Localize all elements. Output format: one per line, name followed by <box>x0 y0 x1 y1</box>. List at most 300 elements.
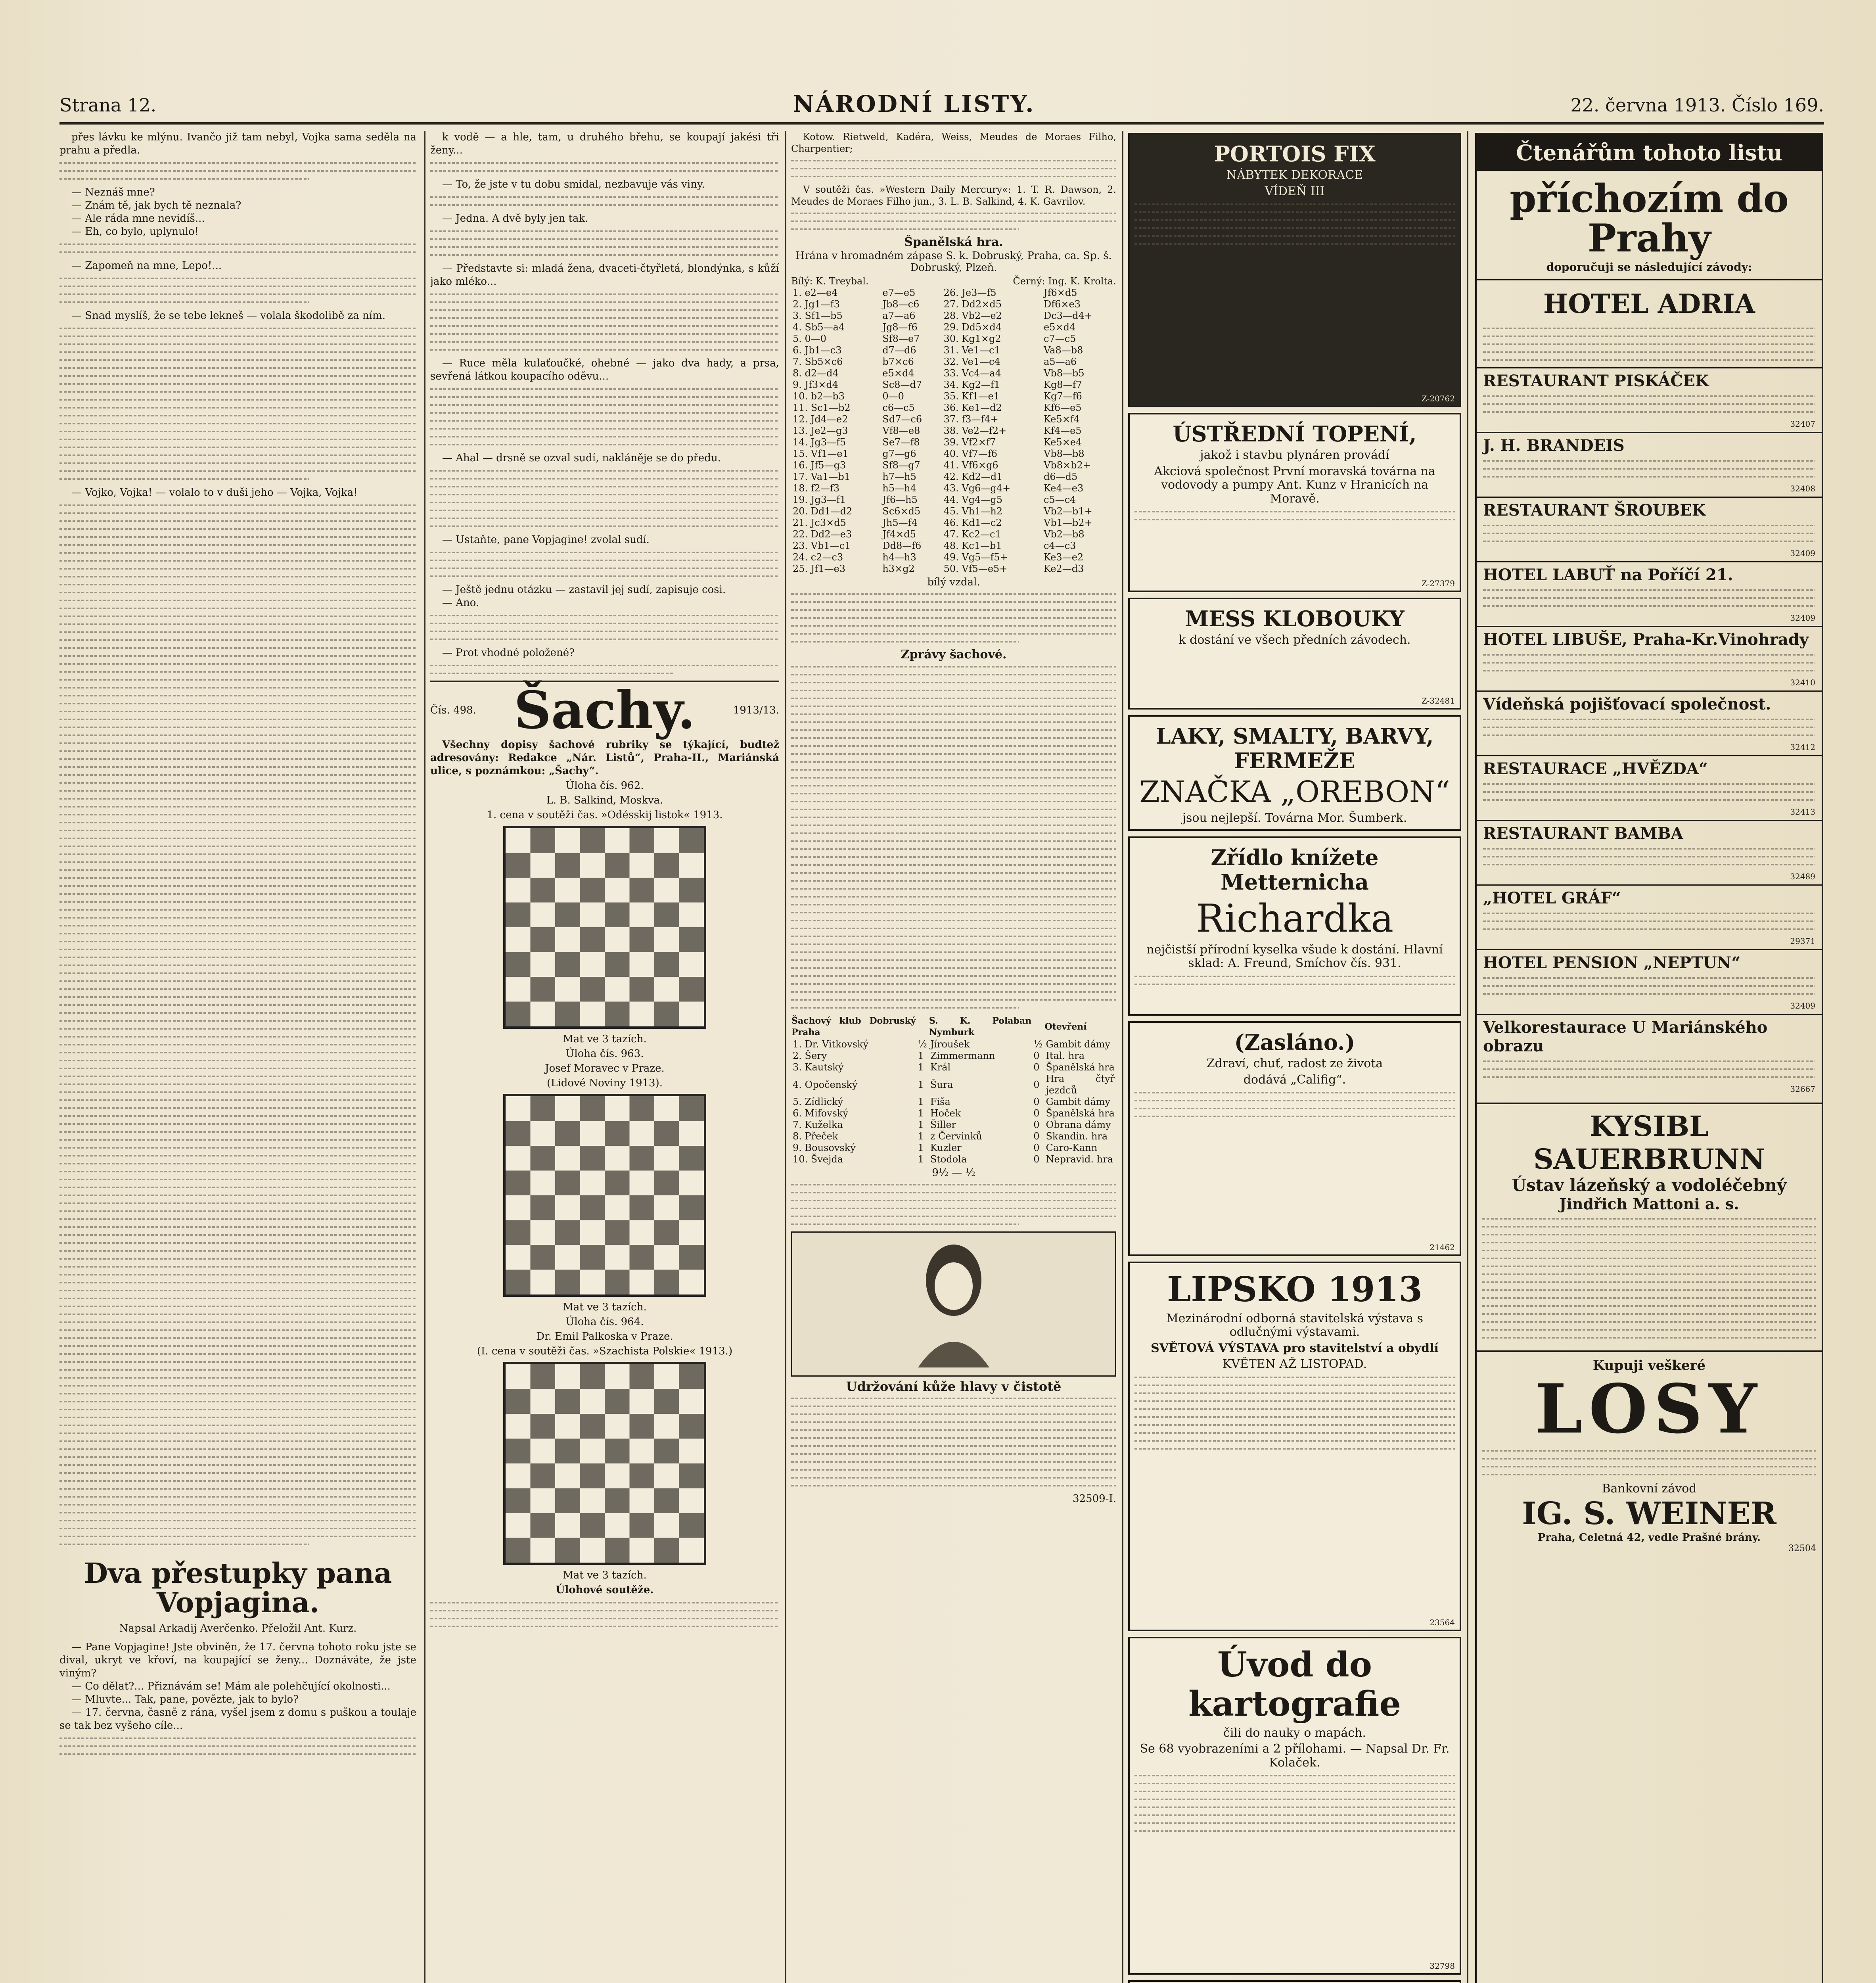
match-cell: Jíroušek <box>930 1039 970 1050</box>
directory-entry <box>1477 884 1822 949</box>
move-cell: Sc8—d7 <box>882 379 922 390</box>
match-row <box>791 1131 1116 1142</box>
move-cell: Ke5×e4 <box>1044 437 1082 448</box>
match-cell: z Červinků <box>930 1131 982 1142</box>
move-cell: Jb8—c6 <box>882 299 920 310</box>
move-cell: Vf8—e8 <box>882 425 920 436</box>
match-cell: Stodola <box>930 1154 967 1165</box>
match-cell: 1 <box>918 1108 924 1119</box>
move-cell: d7—d6 <box>882 345 916 356</box>
article-byline: Napsal Arkadij Averčenko. Přeložil Ant. Kurz. <box>119 1622 357 1634</box>
move-row <box>791 299 1116 310</box>
match-cell: 2. Šery <box>793 1050 827 1061</box>
move-cell: e5×d4 <box>882 368 914 379</box>
directory-entry-title: Velkorestaurace U Mariánského obrazu <box>1483 1018 1768 1055</box>
directory-entry-code: 32410 <box>1790 678 1815 687</box>
problem-author: Josef Moravec v Praze. <box>545 1062 665 1074</box>
kysibl-title: KYSIBL SAUERBRUNN <box>1533 1110 1765 1176</box>
lipsko-ad-line: SVĚTOVÁ VÝSTAVA pro stavitelství a obydlí <box>1151 1341 1439 1355</box>
move-row <box>791 425 1116 437</box>
woman-illustration <box>791 1231 1116 1377</box>
move-row <box>791 563 1116 575</box>
directory-entry-title: RESTAURANT BAMBA <box>1483 824 1683 843</box>
move-cell: 13. Je2—g3 <box>793 425 848 436</box>
losy-code: 32504 <box>1788 1544 1816 1553</box>
match-header-cell <box>1032 1015 1044 1039</box>
column-2 <box>430 131 779 1983</box>
topeni-ad-code: Z-27379 <box>1421 579 1455 588</box>
move-cell: 1. e2—e4 <box>793 287 838 298</box>
move-row <box>791 437 1116 448</box>
richardka-ad-line: Zřídlo knížete Metternicha <box>1211 845 1379 895</box>
move-cell: 4. Sb5—a4 <box>793 322 845 333</box>
move-row <box>791 391 1116 402</box>
match-cell: Gambit dámy <box>1046 1096 1110 1107</box>
match-cell: ½ <box>1033 1039 1043 1050</box>
move-cell: 15. Vf1—e1 <box>793 448 849 459</box>
move-cell: 39. Vf2×f7 <box>943 437 996 448</box>
match-cell: 8. Přeček <box>793 1131 838 1142</box>
richardka-ad <box>1128 836 1461 1016</box>
kartografie-ad-line: Se 68 vyobrazeními a 2 přílohami. — Napsal Dr. Fr. Kolaček. <box>1140 1742 1450 1770</box>
portois-ad-line: VÍDEŇ III <box>1265 184 1325 198</box>
lipsko-ad-line: KVĚTEN AŽ LISTOPAD. <box>1222 1357 1367 1371</box>
chess-intro: Všechny dopisy šachové rubriky se týkající, budtež adresovány: Redakce „Nár. Listů“, Praha-II., Mariánská ulice, s poznámkou: „Šachy“. <box>430 739 779 777</box>
story-paragraph: — Neznáš mne? <box>71 186 155 198</box>
move-cell: 27. Dd2×d5 <box>943 299 1002 310</box>
richardka-ad-line: nejčistší přírodní kyselka všude k dostání. Hlavní sklad: A. Freund, Smíchov čís. 931. <box>1146 942 1443 970</box>
match-cell: 0 <box>1033 1108 1040 1119</box>
column-1 <box>59 131 416 1983</box>
match-cell: Španělská hra <box>1046 1108 1115 1119</box>
move-cell: 43. Vg6—g4+ <box>943 483 1011 494</box>
notice-arrivals: příchozím do Prahy <box>1510 176 1789 261</box>
move-row <box>791 540 1116 552</box>
page-label: Strana 12. <box>59 94 157 116</box>
match-cell: Obrana dámy <box>1046 1119 1111 1130</box>
story-paragraph: — Vojko, Vojka! — volalo to v duši jeho — Vojka, Vojka! <box>71 487 358 499</box>
article-paragraph: — 17. června, časně z rána, vyšel jsem z domu s puškou a toulaje se tak bez vyšeho cíle... <box>59 1707 416 1732</box>
move-cell: Vb8×b2+ <box>1044 460 1091 471</box>
masthead <box>59 90 1824 125</box>
move-cell: 14. Jg3—f5 <box>793 437 846 448</box>
match-cell: 0 <box>1033 1154 1040 1165</box>
move-cell: 36. Ke1—d2 <box>943 402 1002 413</box>
hotel-adria-title: HOTEL ADRIA <box>1543 288 1755 319</box>
chess-board <box>503 1094 706 1297</box>
story-paragraph: — Ahal — drsně se ozval sudí, nakláněje se do předu. <box>442 452 721 464</box>
story-paragraph: — Zapomeň na mne, Lepo!... <box>71 260 222 272</box>
match-header-cell: S. K. Polaban Nymburk <box>929 1016 1032 1038</box>
kysibl-owner: Jindřich Mattoni a. s. <box>1559 1195 1739 1213</box>
calif-ad-code: 21462 <box>1430 1243 1455 1252</box>
problem-result: Mat ve 3 tazích. <box>563 1033 647 1045</box>
match-row <box>791 1142 1116 1154</box>
notice-heading: Čtenářům tohoto listu <box>1477 134 1822 171</box>
move-cell: Kf4—e5 <box>1044 425 1082 436</box>
move-cell: c7—c5 <box>1044 333 1076 344</box>
move-cell: 40. Vf7—f6 <box>943 448 997 459</box>
move-row <box>791 483 1116 494</box>
directory-entry <box>1477 1014 1822 1097</box>
orebon-ad-line: ZNAČKA „OREBON“ <box>1139 775 1450 809</box>
match-cell: 7. Kuželka <box>793 1119 843 1130</box>
losy-title: LOSY <box>1535 1369 1763 1449</box>
move-cell: a7—a6 <box>882 310 916 321</box>
move-row <box>791 333 1116 345</box>
directory-entry-title: RESTAURACE „HVĚZDA“ <box>1483 759 1708 778</box>
match-cell: 0 <box>1033 1119 1040 1130</box>
chess-issue: 1913/13. <box>733 704 779 716</box>
move-cell: Dc3—d4+ <box>1044 310 1092 321</box>
losy-ad <box>1477 1350 1822 1559</box>
care-title: Udržování kůže hlavy v čistotě <box>846 1379 1062 1394</box>
move-cell: Kg7—f6 <box>1044 391 1082 402</box>
move-row <box>791 517 1116 529</box>
match-cell: Šura <box>930 1079 953 1090</box>
story-paragraph: — Prot vhodné položené? <box>442 647 575 659</box>
move-row <box>791 322 1116 333</box>
match-row <box>791 1096 1116 1108</box>
story-paragraph: — Ruce měla kulaťoučké, ohebné — jako dva hady, a prsa, sevřená látkou koupacího oděvu... <box>430 357 779 382</box>
move-cell: 10. b2—b3 <box>793 391 845 402</box>
problem-result: Mat ve 3 tazích. <box>563 1301 647 1313</box>
moves-table <box>791 287 1116 575</box>
game-result: bílý vzdal. <box>927 576 980 588</box>
directory-entry-title: HOTEL LIBUŠE, Praha-Kr.Vinohrady <box>1483 630 1809 649</box>
directory-entry <box>1477 626 1822 690</box>
chess-number: Čís. 498. <box>430 704 476 716</box>
portois-ad <box>1128 133 1461 407</box>
move-cell: Vb1—b2+ <box>1044 517 1092 528</box>
move-cell: Jf6×d5 <box>1044 287 1077 298</box>
match-cell: 0 <box>1033 1079 1040 1090</box>
move-row <box>791 552 1116 563</box>
calif-ad-line: (Zasláno.) <box>1234 1030 1355 1055</box>
match-cell: Šiller <box>930 1119 956 1130</box>
match-cell: Nepravid. hra <box>1046 1154 1113 1165</box>
directory-entry-code: 32413 <box>1790 807 1815 817</box>
column-rule <box>1467 131 1468 1983</box>
match-cell: 1 <box>918 1119 924 1130</box>
move-cell: 25. Jf1—e3 <box>793 563 846 574</box>
black-player: Černý: Ing. K. Krolta. <box>1013 276 1116 287</box>
match-cell: 3. Kautský <box>793 1062 844 1073</box>
lipsko-ad <box>1128 1262 1461 1631</box>
move-cell: h4—h3 <box>882 552 916 563</box>
move-cell: c6—c5 <box>882 402 915 413</box>
move-row <box>791 471 1116 483</box>
move-cell: Ke4—e3 <box>1044 483 1084 494</box>
match-row <box>791 1119 1116 1131</box>
move-cell: 41. Vf6×g6 <box>943 460 998 471</box>
move-cell: 8. d2—d4 <box>793 368 839 379</box>
match-row <box>791 1050 1116 1062</box>
portois-ad-line: PORTOIS FIX <box>1214 141 1376 167</box>
move-cell: 17. Va1—b1 <box>793 471 851 482</box>
move-cell: 23. Vb1—c1 <box>793 540 851 551</box>
richardka-ad-line: Richardka <box>1196 896 1394 941</box>
move-cell: Kf6—e5 <box>1044 402 1082 413</box>
move-cell: 11. Sc1—b2 <box>793 402 851 413</box>
match-cell: Hra čtyř jezdců <box>1046 1073 1115 1096</box>
match-cell: 9. Bousovský <box>793 1142 856 1153</box>
match-cell: 5. Zídlický <box>793 1096 843 1107</box>
match-cell: 1 <box>918 1142 924 1153</box>
directory-entry-code: 32409 <box>1790 548 1815 558</box>
move-cell: e7—e5 <box>882 287 916 298</box>
move-cell: Jf6—h5 <box>882 494 918 505</box>
match-cell: 1. Dr. Vitkovský <box>793 1039 869 1050</box>
paper-title: NÁRODNÍ LISTY. <box>793 90 1035 117</box>
mess-ad-line: k dostání ve všech předních závodech. <box>1178 633 1411 647</box>
problem-title: Úloha čís. 962. <box>565 780 644 792</box>
article-paragraph: — Co dělat?... Přiznávám se! Mám ale polehčující okolnosti... <box>71 1680 391 1692</box>
white-player: Bílý: K. Treybal. <box>791 276 869 287</box>
orebon-ad <box>1128 715 1461 831</box>
match-cell: 0 <box>1033 1050 1040 1061</box>
losy-weiner: IG. S. WEINER <box>1522 1496 1776 1532</box>
match-cell: 0 <box>1033 1062 1040 1073</box>
match-header-cell <box>916 1015 929 1039</box>
orebon-ad-line: jsou nejlepší. Továrna Mor. Šumberk. <box>1182 811 1407 825</box>
move-cell: Kg8—f7 <box>1044 379 1082 390</box>
directory-entry <box>1477 432 1822 497</box>
chess-board <box>503 826 706 1029</box>
move-cell: h3×g2 <box>882 563 915 574</box>
story-paragraph: — Jedna. A dvě byly jen tak. <box>442 213 588 224</box>
lipsko-ad-line: LIPSKO 1913 <box>1167 1270 1423 1310</box>
column-rule <box>424 131 425 1983</box>
story-paragraph: — Snad myslíš, že se tebe lekneš — volala škodolibě za ním. <box>71 310 386 322</box>
move-row <box>791 414 1116 425</box>
calif-ad-line: dodává „Califig“. <box>1243 1072 1346 1087</box>
move-cell: 12. Jd4—e2 <box>793 414 848 425</box>
match-table <box>791 1015 1116 1165</box>
match-row <box>791 1154 1116 1165</box>
move-cell: h7—h5 <box>882 471 916 482</box>
move-cell: 18. f2—f3 <box>793 483 840 494</box>
lipsko-ad-line: Mezinárodní odborná stavitelská výstava s odlučnými výstavami. <box>1166 1311 1424 1339</box>
move-cell: 50. Vf5—e5+ <box>943 563 1008 574</box>
move-cell: Jg8—f6 <box>882 322 918 333</box>
directory-entry-title: RESTAURANT ŠROUBEK <box>1483 501 1706 520</box>
problem-result: Mat ve 3 tazích. <box>563 1569 647 1581</box>
directory-entry-code: 32409 <box>1790 1001 1815 1011</box>
move-cell: 6. Jb1—c3 <box>793 345 842 356</box>
mess-ad-code: Z-32481 <box>1421 696 1455 706</box>
problem-title: Úloha čís. 963. <box>565 1048 644 1060</box>
match-cell: Gambit dámy <box>1046 1039 1110 1050</box>
move-cell: 21. Jc3×d5 <box>793 517 846 528</box>
story-paragraph: přes lávku ke mlýnu. Ivančo již tam nebyl, Vojka sama seděla na prahu a předla. <box>59 131 416 156</box>
portois-ad-line: NÁBYTEK DEKORACE <box>1226 168 1363 182</box>
match-cell: Kuzler <box>930 1142 962 1153</box>
directory-entry-code: 29371 <box>1790 936 1815 946</box>
move-cell: 35. Kf1—e1 <box>943 391 1000 402</box>
move-cell: Sf8—e7 <box>882 333 920 344</box>
match-cell: Zimmermann <box>930 1050 995 1061</box>
move-cell: 28. Vb2—e2 <box>943 310 1002 321</box>
directory-entries <box>1477 367 1822 1097</box>
move-cell: Vb8—b8 <box>1044 448 1085 459</box>
move-cell: 3. Sf1—b5 <box>793 310 843 321</box>
problem-award: (I. cena v soutěži čas. »Szachista Polskie« 1913.) <box>477 1345 733 1357</box>
move-cell: Va8—b8 <box>1044 345 1083 356</box>
move-row <box>791 310 1116 322</box>
match-cell: 4. Opočenský <box>793 1079 858 1090</box>
match-cell: 1 <box>918 1154 924 1165</box>
match-cell: 1 <box>918 1131 924 1142</box>
move-cell: 42. Kd2—d1 <box>943 471 1003 482</box>
lipsko-ad-code: 23564 <box>1430 1618 1455 1627</box>
directory-entry <box>1477 561 1822 626</box>
directory-entry-title: Vídeňská pojišťovací společnost. <box>1483 695 1771 713</box>
calif-ad-line: Zdraví, chuť, radost ze života <box>1206 1057 1383 1071</box>
move-cell: 45. Vh1—h2 <box>943 506 1003 517</box>
kartografie-ad-code: 32798 <box>1430 1961 1455 1971</box>
woman-figure-icon <box>894 1233 1013 1367</box>
kysibl-institute: Ústav lázeňský a vodoléčebný <box>1512 1176 1787 1195</box>
calif-ad <box>1128 1021 1461 1256</box>
move-cell: 20. Dd1—d2 <box>793 506 853 517</box>
move-cell: 33. Vc4—a4 <box>943 368 1001 379</box>
match-row <box>791 1073 1116 1096</box>
directory-entry-code: 32412 <box>1790 742 1815 752</box>
issue-date: 22. června 1913. Číslo 169. <box>1570 94 1824 116</box>
move-cell: Vb2—b8 <box>1044 529 1085 540</box>
directory-entry-code: 32667 <box>1790 1084 1815 1094</box>
chess-section-title: Šachy. <box>514 680 696 740</box>
match-cell: Hoček <box>930 1108 961 1119</box>
column-rule <box>1122 131 1123 1983</box>
move-cell: g7—g6 <box>882 448 916 459</box>
game-title: Španělská hra. <box>904 235 1003 249</box>
move-cell: 24. c2—c3 <box>793 552 843 563</box>
match-cell: 1 <box>918 1079 924 1090</box>
column-rule <box>785 131 786 1983</box>
move-cell: a5—a6 <box>1044 356 1077 367</box>
match-cell: 0 <box>1033 1142 1040 1153</box>
match-cell: Caro-Kann <box>1046 1142 1098 1153</box>
topeni-ad <box>1128 413 1461 592</box>
move-row <box>791 368 1116 379</box>
move-cell: Jh5—f4 <box>882 517 918 528</box>
match-cell: Ital. hra <box>1046 1050 1085 1061</box>
directory-entry <box>1477 497 1822 561</box>
match-cell: 0 <box>1033 1131 1040 1142</box>
chess-board <box>503 1362 706 1565</box>
problem-author: Dr. Emil Palkoska v Praze. <box>536 1331 673 1342</box>
move-cell: 26. Je3—f5 <box>943 287 996 298</box>
losy-buy: Kupuji veškeré <box>1592 1358 1706 1373</box>
move-cell: Vb2—b1+ <box>1044 506 1092 517</box>
move-cell: 49. Vg5—f5+ <box>943 552 1008 563</box>
move-cell: 19. Jg3—f1 <box>793 494 846 505</box>
story-paragraph: — Představte si: mladá žena, dvaceti-čtyřletá, blondýnka, s kůží jako mléko... <box>430 263 779 288</box>
move-cell: 16. Jf5—g3 <box>793 460 846 471</box>
move-cell: 47. Kc2—c1 <box>943 529 1001 540</box>
topeni-ad-line: ÚSTŘEDNÍ TOPENÍ, <box>1173 421 1417 447</box>
story-paragraph: — To, že jste v tu dobu smidal, nezbavuje vás viny. <box>442 178 705 190</box>
match-cell: 1 <box>918 1050 924 1061</box>
mess-ad-line: MESS KLOBOUKY <box>1185 606 1405 631</box>
mess-ad <box>1128 598 1461 710</box>
move-cell: 7. Sb5×c6 <box>793 356 843 367</box>
topeni-ad-line: jakož i stavbu plynáren provádí <box>1200 448 1389 462</box>
move-row <box>791 345 1116 356</box>
move-row <box>791 287 1116 299</box>
directory-entry <box>1477 820 1822 884</box>
move-cell: Se7—f8 <box>882 437 920 448</box>
directory-entry-title: J. H. BRANDEIS <box>1483 436 1625 455</box>
move-cell: 32. Ve1—c4 <box>943 356 1000 367</box>
solutions-title: Úlohové soutěže. <box>556 1584 654 1596</box>
move-cell: Dd8—f6 <box>882 540 922 551</box>
story-paragraph: — Ano. <box>442 597 479 609</box>
move-row <box>791 529 1116 540</box>
column-3 <box>791 131 1116 1983</box>
move-row <box>791 460 1116 471</box>
plaidy-ad <box>1128 1980 1461 1983</box>
kartografie-ad-line: čili do nauky o mapách. <box>1223 1726 1366 1740</box>
move-cell: 48. Kc1—b1 <box>943 540 1002 551</box>
move-cell: c5—c4 <box>1044 494 1076 505</box>
move-cell: Sc6×d5 <box>882 506 921 517</box>
move-cell: b7×c6 <box>882 356 914 367</box>
move-row <box>791 506 1116 517</box>
match-cell: 0 <box>1033 1096 1040 1107</box>
column-4-ads <box>1128 133 1461 1983</box>
directory-entry-title: „HOTEL GRÁF“ <box>1483 889 1621 907</box>
directory-entry-title: HOTEL LABUŤ na Poříčí 21. <box>1483 566 1733 584</box>
move-cell: Sd7—c6 <box>882 414 922 425</box>
move-cell: Vb8—b5 <box>1044 368 1085 379</box>
kysibl-ad <box>1477 1103 1822 1350</box>
move-row <box>791 402 1116 414</box>
kartografie-ad-line: Úvod do kartografie <box>1188 1645 1401 1724</box>
match-header-cell: Šachový klub Dobruský Praha <box>791 1016 916 1038</box>
move-cell: 2. Jg1—f3 <box>793 299 840 310</box>
move-cell: 29. Dd5×d4 <box>943 322 1002 333</box>
match-cell: Král <box>930 1062 951 1073</box>
move-row <box>791 379 1116 391</box>
match-header-cell: Otevření <box>1044 1021 1087 1032</box>
portois-ad-code: Z-20762 <box>1421 394 1455 403</box>
notice-recommend: doporučuji se následující závody: <box>1477 261 1822 280</box>
problem-author: L. B. Salkind, Moskva. <box>546 794 663 806</box>
move-cell: 34. Kg2—f1 <box>943 379 1000 390</box>
match-cell: 1 <box>918 1096 924 1107</box>
kartografie-ad <box>1128 1637 1461 1975</box>
losy-address: Praha, Celetná 42, vedle Prašné brány. <box>1537 1532 1761 1544</box>
losy-bank: Bankovní závod <box>1602 1482 1697 1496</box>
match-cell: Fiša <box>930 1096 950 1107</box>
move-cell: h5—h4 <box>882 483 916 494</box>
directory-entry-code: 32407 <box>1790 419 1815 429</box>
move-cell: Ke5×f4 <box>1044 414 1080 425</box>
match-cell: Španělská hra <box>1046 1062 1115 1073</box>
article-title: Dva přestupky pana Vopjagina. <box>84 1557 392 1619</box>
move-cell: e5×d4 <box>1044 322 1076 333</box>
match-cell: Skandin. hra <box>1046 1131 1108 1142</box>
move-cell: Ke2—d3 <box>1044 563 1084 574</box>
directory-entry-code: 32489 <box>1790 872 1815 881</box>
move-row <box>791 356 1116 368</box>
article-paragraph: — Mluvte... Tak, pane, povězte, jak to bylo? <box>71 1693 299 1705</box>
directory-entry-title: RESTAURANT PISKÁČEK <box>1483 372 1709 390</box>
move-cell: Sf8—g7 <box>882 460 920 471</box>
